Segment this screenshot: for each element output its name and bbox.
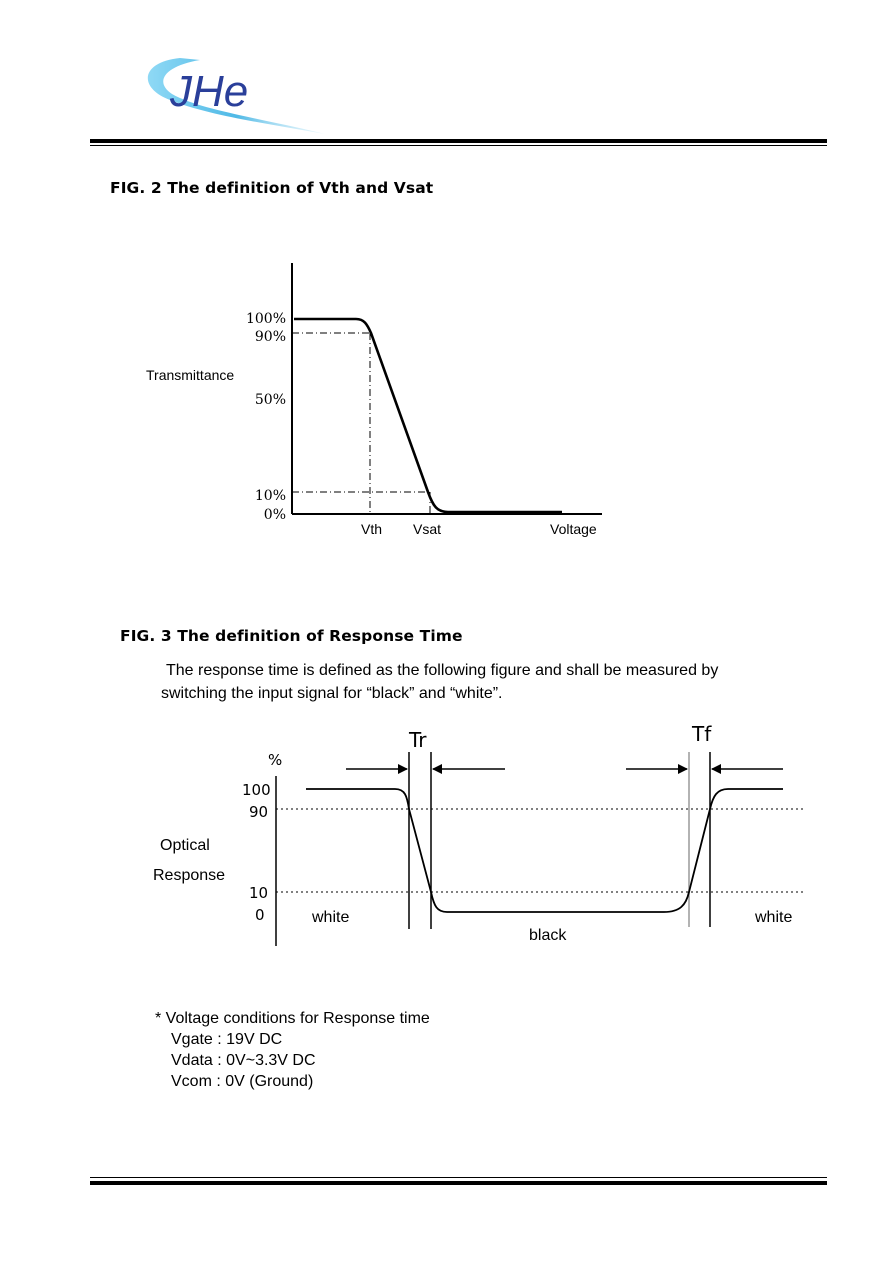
fig3-chart [0,700,892,960]
fig3-tick-0: 0 [255,906,265,924]
fig2-tick-vsat: Vsat [413,521,442,537]
voltage-vgate: Vgate : 19V DC [171,1031,283,1048]
fig3-description-line2: switching the input signal for “black” and “white”. [161,685,503,702]
footer-rule-thick [90,1181,827,1185]
voltage-vcom: Vcom : 0V (Ground) [171,1073,314,1090]
fig3-y-label-response: Response [153,867,226,884]
fig2-y-label: Transmittance [146,367,235,383]
fig3-tick-100: 100 [242,781,271,799]
fig2-transmittance-curve [294,319,562,512]
fig2-tick-100: 100% [245,311,286,327]
fig2-title: FIG. 2 The definition of Vth and Vsat [110,179,434,197]
footer-rule-thin [90,1177,827,1178]
fig3-description-line1: The response time is defined as the following figure and shall be measured by [166,662,719,679]
fig3-y-label-optical: Optical [160,837,210,854]
fig2-tick-voltage: Voltage [550,521,597,537]
voltage-conditions-title: * Voltage conditions for Response time [155,1010,430,1027]
fig3-white-right-label: white [755,909,793,926]
fig3-tr-label: Tr [409,728,427,752]
fig2-tick-0: 0% [263,507,286,523]
fig2-tick-90: 90% [254,329,286,345]
fig3-tick-10: 10 [249,884,269,902]
fig3-white-left-label: white [312,909,350,926]
logo-text: JHe [170,67,249,116]
fig3-unit-label: % [268,751,283,769]
fig2-tick-50: 50% [254,392,286,408]
fig2-tick-10: 10% [254,488,286,504]
fig3-title: FIG. 3 The definition of Response Time [120,627,463,645]
fig2-tick-vth: Vth [361,521,383,537]
fig2-chart [0,0,892,600]
fig3-tick-90: 90 [249,803,269,821]
fig3-response-waveform [306,789,783,912]
voltage-vdata: Vdata : 0V~3.3V DC [171,1052,316,1069]
fig3-tf-label: Tf [692,722,712,746]
fig3-black-label: black [529,927,567,944]
